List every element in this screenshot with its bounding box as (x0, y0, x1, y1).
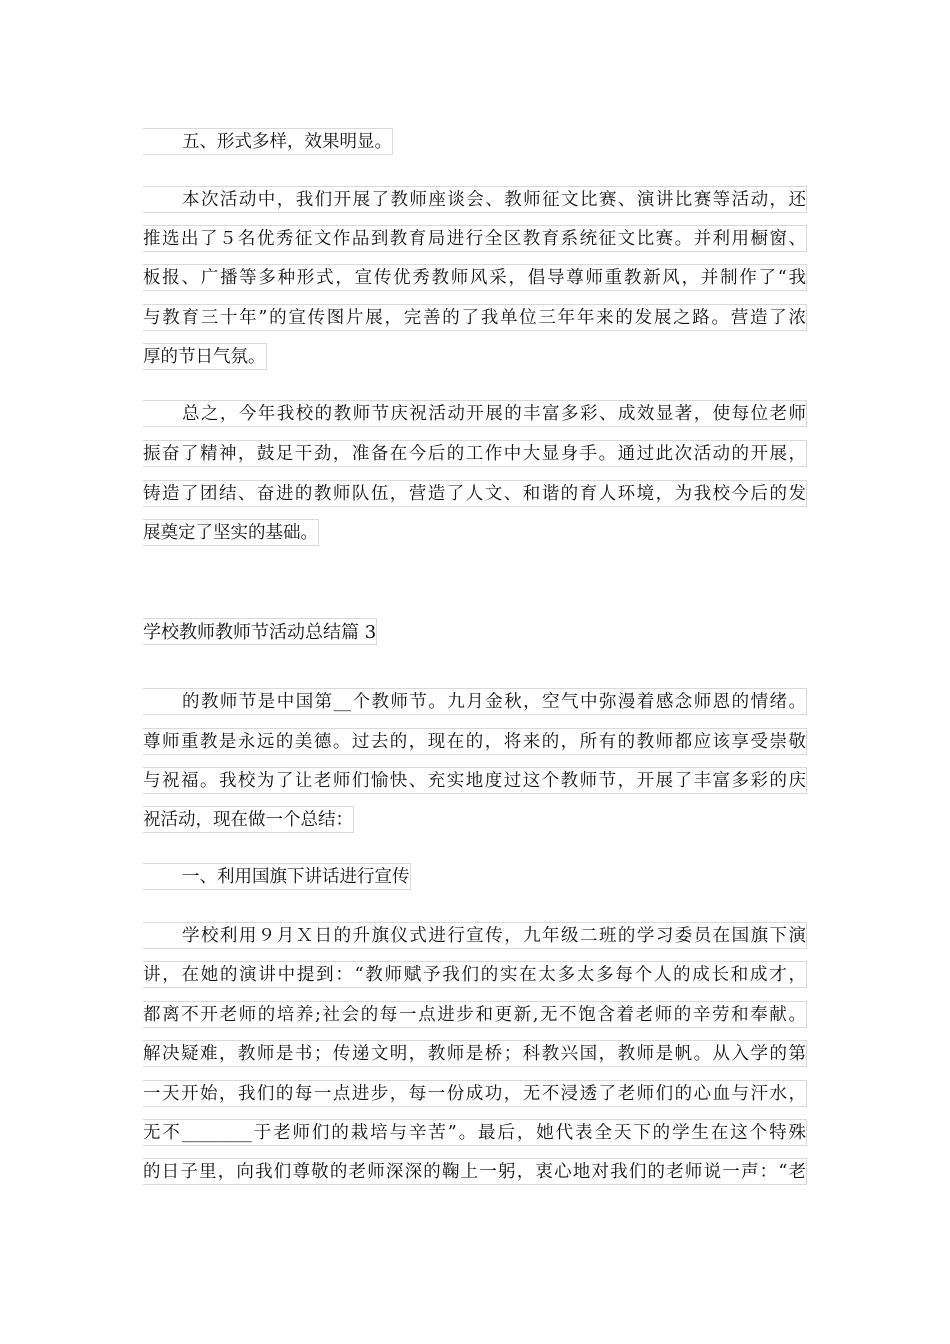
paragraph-line: 都离不开老师的培养;社会的每一点进步和更新,无不饱含着老师的辛劳和奉献。 (143, 1001, 807, 1028)
paragraph-line: 祝活动，现在做一个总结： (143, 806, 354, 833)
paragraph-line: 振奋了精神，鼓足干劲，准备在今后的工作中大显身手。通过此次活动的开展， (143, 440, 807, 467)
section-heading: 五、形式多样，效果明显。 (143, 128, 393, 155)
paragraph-line: 的日子里，向我们尊敬的老师深深的鞠上一躬，衷心地对我们的老师说一声：“老 (143, 1158, 807, 1185)
paragraph-line: 展奠定了坚实的基础。 (143, 519, 319, 546)
paragraph-line: 的教师节是中国第__个教师节。九月金秋，空气中弥漫着感念师恩的情绪。 (143, 688, 807, 715)
paragraph-line: 一天开始，我们的每一点进步，每一份成功，无不浸透了老师们的心血与汗水， (143, 1080, 807, 1107)
article-title: 学校教师教师节活动总结篇 3 (143, 618, 377, 645)
section-heading: 一、利用国旗下讲话进行宣传 (143, 863, 411, 890)
paragraph-line: 总之，今年我校的教师节庆祝活动开展的丰富多彩、成效显著，使每位老师 (143, 400, 807, 427)
paragraph-line: 学校利用９月Ｘ日的升旗仪式进行宣传，九年级二班的学习委员在国旗下演 (143, 922, 807, 949)
paragraph-line: 铸造了团结、奋进的教师队伍，营造了人文、和谐的育人环境，为我校今后的发 (143, 480, 807, 507)
paragraph-line: 讲，在她的演讲中提到：“教师赋予我们的实在太多太多每个人的成长和成才， (143, 961, 807, 988)
paragraph-line: 厚的节日气氛。 (143, 343, 267, 370)
paragraph-line: 推选出了５名优秀征文作品到教育局进行全区教育系统征文比赛。并利用橱窗、 (143, 225, 807, 252)
paragraph-line: 解决疑难，教师是书；传递文明，教师是桥；科教兴国，教师是帆。从入学的第 (143, 1040, 807, 1067)
paragraph-line: 尊师重教是永远的美德。过去的，现在的，将来的，所有的教师都应该享受崇敬 (143, 728, 807, 755)
paragraph-line: 与祝福。我校为了让老师们愉快、充实地度过这个教师节，开展了丰富多彩的庆 (143, 767, 807, 794)
paragraph-line: 无不________于老师们的栽培与辛苦”。最后，她代表全天下的学生在这个特殊 (143, 1119, 807, 1146)
paragraph-line: 本次活动中，我们开展了教师座谈会、教师征文比赛、演讲比赛等活动，还 (143, 186, 807, 213)
paragraph-line: 与教育三十年”的宣传图片展，完善的了我单位三年年来的发展之路。营造了浓 (143, 304, 807, 331)
paragraph-line: 板报、广播等多种形式，宣传优秀教师风采，倡导尊师重教新风，并制作了“我 (143, 264, 807, 291)
